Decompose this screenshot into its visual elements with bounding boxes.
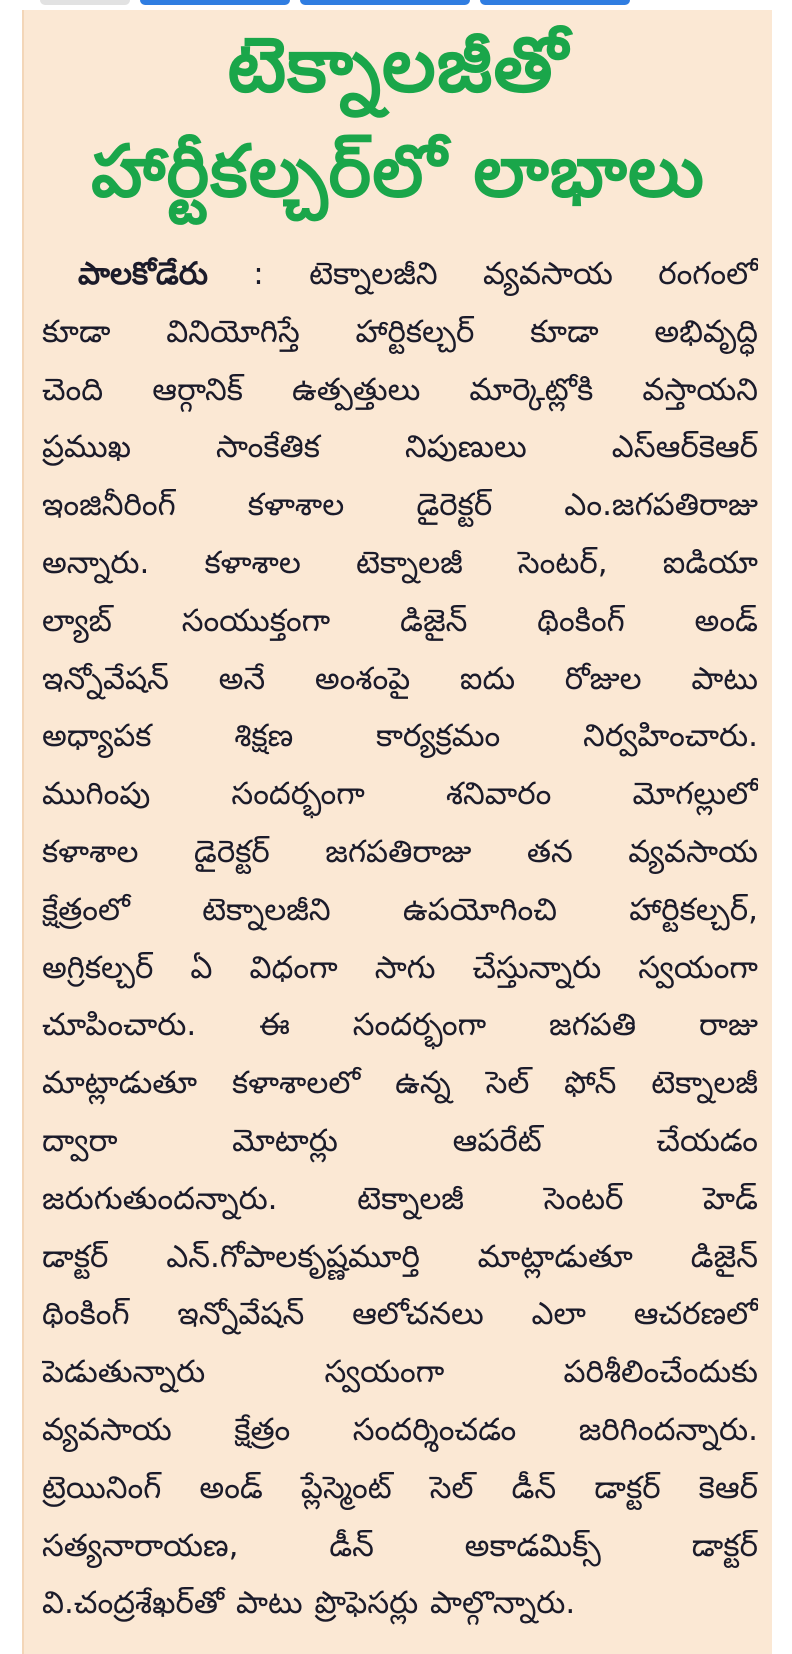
headline (24, 12, 772, 224)
article-line: అధ్యాపక శిక్షణ కార్యక్రమం నిర్వహించారు. (42, 718, 758, 755)
browser-tab-strip (0, 0, 792, 10)
article-line: అన్నారు. కళాశాల టెక్నాలజీ సెంటర్, ఐడియా (42, 544, 758, 581)
tab-indicator (140, 0, 290, 5)
article-first-line-text: : టెక్నాలజీని వ్యవసాయ రంగంలో (207, 256, 758, 292)
article-line: చెంది ఆర్గానిక్ ఉత్పత్తులు మార్కెట్లోకి వస్తాయని (42, 371, 758, 408)
article-line: డాక్టర్ ఎన్.గోపాలకృష్ణమూర్తి మాట్లాడుతూ డిజైన్ (42, 1238, 758, 1275)
article-line (42, 246, 758, 304)
article-line: ట్రెయినింగ్ అండ్ ప్లేస్మెంట్ సెల్ డీన్ డాక్టర్ కెఆర్ (42, 1469, 758, 1506)
article-line: ల్యాబ్ సంయుక్తంగా డిజైన్ థింకింగ్ అండ్ (42, 602, 758, 639)
newspaper-clipping (22, 10, 772, 1654)
article-line: ప్రముఖ సాంకేతిక నిపుణులు ఎస్ఆర్‌కెఆర్ (42, 429, 758, 466)
headline-line-2: హార్టీకల్చర్‌లో లాభాలు (91, 129, 705, 213)
article-line: ఇన్నోవేషన్ అనే అంశంపై ఐదు రోజుల పాటు (42, 660, 758, 697)
article-line: ముగింపు సందర్భంగా శనివారం మోగల్లులో (42, 776, 758, 813)
article-line: క్షేత్రంలో టెక్నాలజీని ఉపయోగించి హార్టికల్చర్, (42, 891, 758, 928)
article-line: వి.చంద్రశేఖర్‌తో పాటు ప్రొఫెసర్లు పాల్గొన్నారు. (42, 1585, 576, 1622)
article-line: పెడుతున్నారు స్వయంగా పరిశీలించేందుకు (42, 1354, 758, 1391)
article-line: వ్యవసాయ క్షేత్రం సందర్శించడం జరిగిందన్నారు. (42, 1411, 758, 1448)
article-line: థింకింగ్ ఇన్నోవేషన్ ఆలోచనలు ఎలా ఆచరణలో (42, 1296, 758, 1333)
article-line: ఇంజినీరింగ్ కళాశాల డైరెక్టర్ ఎం.జగపతిరాజు (42, 487, 758, 524)
article-line: కూడా వినియోగిస్తే హార్టికల్చర్ కూడా అభివృద్ధి (42, 313, 758, 350)
tab-indicator (480, 0, 630, 5)
dateline: పాలకోడేరు (78, 256, 208, 292)
article-line: అగ్రికల్చర్ ఏ విధంగా సాగు చేస్తున్నారు స్వయంగా (42, 949, 758, 986)
article-line: కళాశాల డైరెక్టర్ జగపతిరాజు తన వ్యవసాయ (42, 833, 758, 870)
tab-indicator (40, 0, 130, 5)
article-line: సత్యనారాయణ, డీన్ అకాడమిక్స్ డాక్టర్ (42, 1527, 758, 1564)
headline-line-1: టెక్నాలజీతో (227, 20, 569, 109)
article-line: మాట్లాడుతూ కళాశాలలో ఉన్న సెల్ ఫోన్ టెక్నాలజీ (42, 1065, 758, 1102)
article-line: జరుగుతుందన్నారు. టెక్నాలజీ సెంటర్ హెడ్ (42, 1180, 758, 1217)
tab-indicator (300, 0, 470, 5)
article-line: చూపించారు. ఈ సందర్భంగా జగపతి రాజు (42, 1007, 758, 1044)
article-body (24, 224, 772, 1633)
article-line: ద్వారా మోటార్లు ఆపరేట్ చేయడం (42, 1122, 758, 1159)
